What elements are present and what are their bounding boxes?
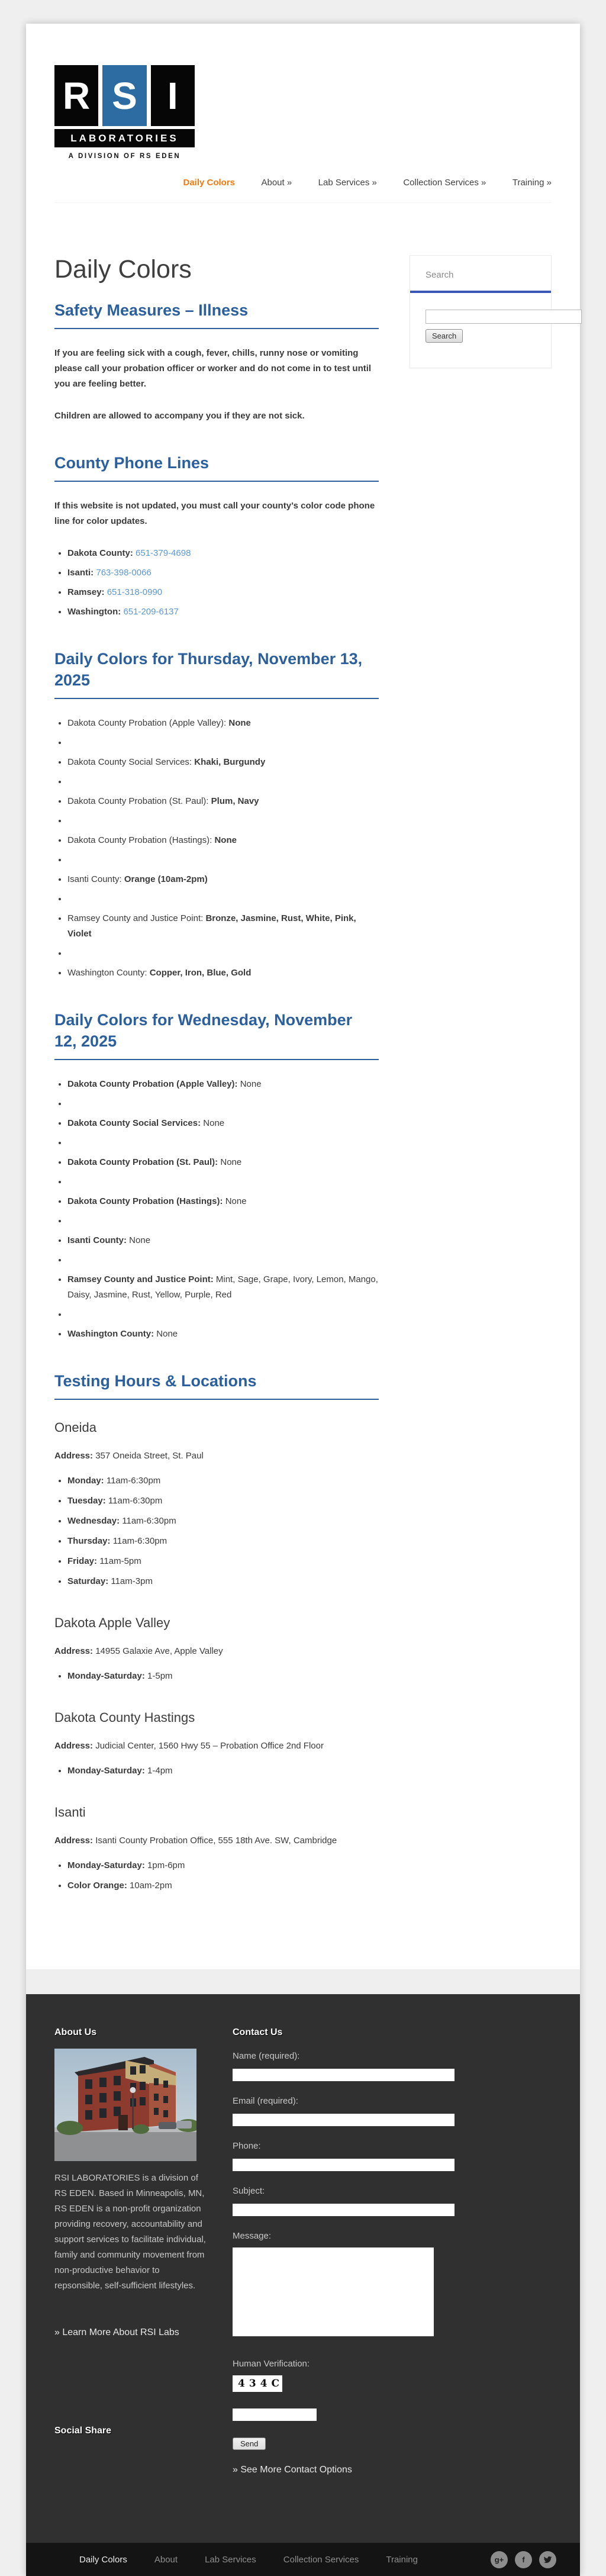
color-value: None: [156, 1329, 178, 1339]
site-footer: [26, 1994, 580, 2543]
color-value: None: [240, 1079, 262, 1089]
color-item: [67, 891, 379, 907]
color-item: [67, 813, 379, 829]
safety-paragraph-2: Children are allowed to accompany you if they are not sick.: [54, 411, 305, 421]
color-item: [67, 735, 379, 751]
agency-label: Dakota County Probation (St. Paul):: [67, 1157, 218, 1167]
day-label: Wednesday:: [67, 1516, 120, 1526]
content-area: [54, 203, 552, 1969]
color-value: Plum, Navy: [211, 796, 259, 806]
learn-more-link[interactable]: » Learn More About RSI Labs: [54, 2327, 179, 2337]
wednesday-heading: Daily Colors for Wednesday, November 12, 2025: [54, 1009, 379, 1060]
card-footer-gap: [26, 1969, 580, 1994]
logo-letter-r: R: [54, 65, 98, 126]
safety-heading: Safety Measures – Illness: [54, 300, 379, 329]
day-label: Monday-Saturday:: [67, 1671, 145, 1681]
color-item: [67, 852, 379, 868]
hours-item: [67, 1514, 379, 1529]
color-item: [67, 1213, 379, 1229]
building-photo: [54, 2049, 196, 2161]
agency-label: Dakota County Probation (Hastings):: [67, 1196, 223, 1206]
agency-label: Washington County:: [67, 1329, 154, 1339]
color-value: Mint, Sage, Grape, Ivory, Lemon, Mango, Daisy, Jasmine, Rust, Yellow, Purple, Red: [67, 1274, 378, 1300]
address-value: Judicial Center, 1560 Hwy 55 – Probation Office 2nd Floor: [95, 1741, 324, 1751]
color-item: [67, 1116, 379, 1131]
agency-label: Dakota County Probation (St. Paul):: [67, 796, 209, 806]
thursday-heading: Daily Colors for Thursday, November 13, 2025: [54, 648, 379, 699]
bottom-nav-about[interactable]: About: [154, 2554, 178, 2565]
color-item: [67, 716, 379, 731]
hours-value: 11am-6:30pm: [108, 1496, 163, 1506]
hours-value: 1-5pm: [147, 1671, 173, 1681]
phone-number-link[interactable]: 651-379-4698: [136, 548, 191, 558]
hours-item: [67, 1878, 379, 1894]
color-value: None: [203, 1118, 225, 1128]
more-contact-options-link[interactable]: » See More Contact Options: [233, 2465, 352, 2475]
logo-letter-i: I: [151, 65, 195, 126]
address-value: 357 Oneida Street, St. Paul: [95, 1451, 204, 1461]
day-label: Tuesday:: [67, 1496, 106, 1506]
message-label: Message:: [233, 2231, 272, 2241]
hours-item: [67, 1763, 379, 1779]
agency-label: Dakota County Social Services:: [67, 1118, 201, 1128]
page-title: Daily Colors: [54, 255, 192, 284]
agency-label: Dakota County Probation (Hastings):: [67, 835, 212, 845]
about-us-heading: About Us: [54, 2027, 97, 2037]
agency-label: Ramsey County and Justice Point:: [67, 1274, 214, 1284]
email-field[interactable]: [233, 2114, 454, 2126]
bottom-nav-daily-colors[interactable]: Daily Colors: [79, 2554, 127, 2565]
color-value: Copper, Iron, Blue, Gold: [149, 968, 252, 978]
color-item: [67, 1272, 379, 1303]
agency-label: Isanti County:: [67, 874, 122, 884]
hours-value: 11am-3pm: [111, 1576, 153, 1586]
hours-value: 1pm-6pm: [147, 1860, 185, 1870]
day-label: Monday-Saturday:: [67, 1860, 145, 1870]
agency-label: Ramsey County and Justice Point:: [67, 913, 204, 923]
facebook-icon[interactable]: f: [515, 2551, 532, 2568]
name-field[interactable]: [233, 2069, 454, 2081]
contact-us-heading: Contact Us: [233, 2027, 283, 2037]
phone-lines-intro: If this website is not updated, you must call your county’s color code phone line for color updates.: [54, 501, 375, 526]
phone-line-item: [67, 604, 379, 620]
footer-contact-column: [233, 2025, 454, 2478]
address-label: Address:: [54, 1646, 94, 1656]
hours-item: [67, 1574, 379, 1589]
wednesday-color-list: [54, 1077, 379, 1342]
color-item: [67, 1135, 379, 1151]
hours-list-isanti: [54, 1858, 379, 1894]
safety-paragraph-1: If you are feeling sick with a cough, fever, chills, runny nose or vomiting please call your probation officer or worker and do not come in to test until you are feeling better.: [54, 348, 372, 389]
logo-word: LABORATORIES: [54, 129, 195, 147]
send-button[interactable]: Send: [233, 2437, 266, 2450]
color-value: None: [228, 718, 251, 728]
color-value: Khaki, Burgundy: [194, 757, 266, 767]
location-address: [54, 1644, 379, 1659]
twitter-icon[interactable]: [539, 2551, 556, 2568]
nav-training[interactable]: Training »: [512, 178, 552, 188]
sidebar: [410, 255, 552, 1898]
search-input[interactable]: [426, 310, 582, 324]
hours-item: [67, 1669, 379, 1684]
day-label: Monday-Saturday:: [67, 1766, 145, 1776]
color-value: None: [220, 1157, 242, 1167]
captcha-input[interactable]: [233, 2408, 317, 2421]
hours-list-hastings: [54, 1763, 379, 1779]
site-header: [54, 24, 552, 203]
bottom-nav-training[interactable]: Training: [386, 2554, 418, 2565]
logo-tagline: A DIVISION OF RS EDEN: [68, 153, 181, 160]
bottom-bar: [26, 2543, 580, 2576]
county-label: Dakota County:: [67, 548, 133, 558]
hours-item: [67, 1473, 379, 1489]
color-item: [67, 1096, 379, 1112]
phone-lines-heading: County Phone Lines: [54, 452, 379, 482]
logo-letter-s: S: [102, 65, 146, 126]
color-item: [67, 755, 379, 770]
bottom-nav-lab-services[interactable]: Lab Services: [205, 2554, 256, 2565]
search-widget-title: Search: [426, 270, 454, 280]
day-label: Thursday:: [67, 1536, 111, 1546]
rsi-logo[interactable]: [54, 65, 195, 160]
color-value: None: [225, 1196, 247, 1206]
county-label: Isanti:: [67, 568, 94, 578]
color-item: [67, 1174, 379, 1190]
search-widget: [410, 255, 552, 368]
location-address: [54, 1738, 379, 1754]
thursday-color-list: [54, 716, 379, 981]
nav-collection-services[interactable]: Collection Services »: [403, 178, 486, 188]
location-name-isanti: Isanti: [54, 1805, 86, 1820]
message-field[interactable]: [233, 2247, 434, 2336]
color-item: [67, 774, 379, 790]
address-label: Address:: [54, 1451, 94, 1461]
testing-heading: Testing Hours & Locations: [54, 1370, 379, 1400]
subject-field[interactable]: [233, 2204, 454, 2216]
agency-label: Dakota County Social Services:: [67, 757, 192, 767]
color-value: None: [214, 835, 237, 845]
color-item: [67, 1233, 379, 1248]
color-item: [67, 1194, 379, 1209]
hours-value: 11am-6:30pm: [106, 1476, 161, 1486]
day-label: Saturday:: [67, 1576, 109, 1586]
color-item: [67, 1077, 379, 1092]
phone-label: Phone:: [233, 2141, 261, 2151]
agency-label: Dakota County Probation (Apple Valley):: [67, 718, 227, 728]
location-address: [54, 1833, 379, 1849]
hours-item: [67, 1858, 379, 1873]
hours-value: 10am-2pm: [130, 1881, 172, 1891]
nav-daily-colors[interactable]: Daily Colors: [183, 178, 236, 188]
location-address: [54, 1448, 379, 1464]
day-label: Friday:: [67, 1556, 98, 1566]
about-text: RSI LABORATORIES is a division of RS EDEN. Based in Minneapolis, MN, RS EDEN is a non-profit organization providing recovery, accountability and support services to facilitate individual, family and community movement from non-productive behavior to repsonsible, self-sufficient lifestyles.: [54, 2173, 206, 2291]
phone-field[interactable]: [233, 2159, 454, 2171]
address-value: 14955 Galaxie Ave, Apple Valley: [95, 1646, 223, 1656]
hours-item: [67, 1493, 379, 1509]
phone-number-link[interactable]: 651-318-0990: [107, 587, 163, 597]
logo-letter-blocks: [54, 65, 195, 126]
day-label: Color Orange:: [67, 1881, 127, 1891]
top-navigation: [54, 178, 552, 203]
county-label: Ramsey:: [67, 587, 105, 597]
color-value: Bronze, Jasmine, Rust, White, Pink, Violet: [67, 913, 356, 939]
location-name-oneida: Oneida: [54, 1420, 96, 1435]
hours-list-oneida: [54, 1473, 379, 1589]
agency-label: Isanti County:: [67, 1235, 127, 1245]
page-wrapper: [26, 24, 580, 2576]
color-item: [67, 872, 379, 887]
captcha-image: 434C: [233, 2375, 282, 2392]
phone-number-link[interactable]: 651-209-6137: [123, 607, 179, 617]
color-item: [67, 794, 379, 809]
hours-value: 11am-5pm: [99, 1556, 141, 1566]
county-label: Washington:: [67, 607, 121, 617]
hours-item: [67, 1534, 379, 1549]
subject-label: Subject:: [233, 2186, 265, 2196]
google-plus-icon[interactable]: g+: [491, 2551, 508, 2568]
hours-value: 1-4pm: [147, 1766, 173, 1776]
agency-label: Dakota County Probation (Apple Valley):: [67, 1079, 238, 1089]
color-item: [67, 1307, 379, 1322]
nav-about[interactable]: About »: [261, 178, 292, 188]
color-item: [67, 1252, 379, 1268]
bottom-nav-collection-services[interactable]: Collection Services: [283, 2554, 359, 2565]
color-value: None: [129, 1235, 151, 1245]
color-item: [67, 1155, 379, 1170]
color-value: Orange (10am-2pm): [124, 874, 208, 884]
name-label: Name (required):: [233, 2051, 300, 2061]
color-item: [67, 965, 379, 981]
human-verification-label: Human Verification:: [233, 2359, 310, 2369]
phone-line-item: [67, 565, 379, 581]
main-column: [54, 255, 379, 1898]
phone-line-item: [67, 546, 379, 561]
email-label: Email (required):: [233, 2096, 298, 2106]
content-card: [26, 24, 580, 1969]
phone-lines-list: [54, 546, 379, 620]
color-item: [67, 1326, 379, 1342]
color-item: [67, 911, 379, 942]
day-label: Monday:: [67, 1476, 104, 1486]
agency-label: Washington County:: [67, 968, 147, 978]
footer-about-column: [54, 2025, 206, 2478]
social-icons: [491, 2551, 556, 2568]
hours-list-apple-valley: [54, 1669, 379, 1684]
address-label: Address:: [54, 1741, 94, 1751]
phone-number-link[interactable]: 763-398-0066: [96, 568, 152, 578]
address-value: Isanti County Probation Office, 555 18th Ave. SW, Cambridge: [95, 1836, 337, 1846]
phone-line-item: [67, 585, 379, 600]
address-label: Address:: [54, 1836, 94, 1846]
color-item: [67, 833, 379, 848]
color-item: [67, 946, 379, 961]
hours-value: 11am-6:30pm: [112, 1536, 167, 1546]
hours-item: [67, 1554, 379, 1569]
nav-lab-services[interactable]: Lab Services »: [318, 178, 377, 188]
search-widget-body: [410, 293, 551, 368]
location-name-hastings: Dakota County Hastings: [54, 1710, 195, 1725]
hours-value: 11am-6:30pm: [122, 1516, 176, 1526]
social-share-heading: Social Share: [54, 2426, 112, 2436]
search-button[interactable]: Search: [426, 329, 463, 343]
location-name-apple-valley: Dakota Apple Valley: [54, 1615, 170, 1630]
